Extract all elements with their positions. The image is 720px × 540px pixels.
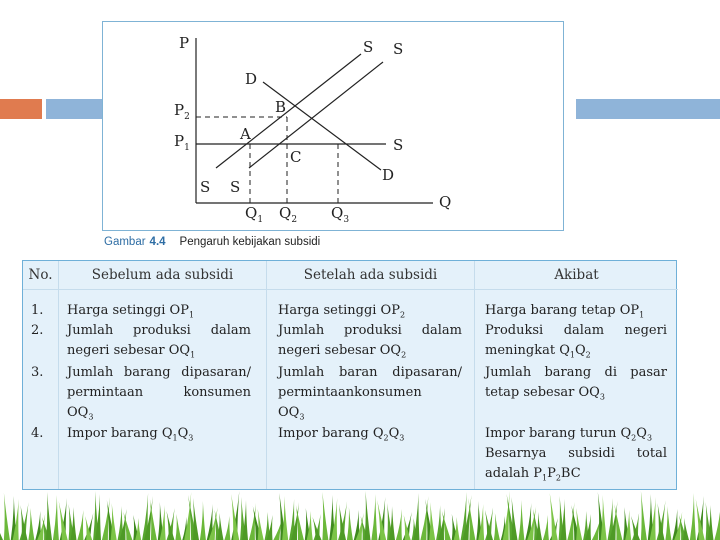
price-label-p1: $P_1$ (174, 132, 190, 153)
grass-blade (175, 514, 181, 540)
supply-label-bottom-1: S (200, 178, 211, 196)
point-label-b: B (275, 98, 287, 116)
grass-blade (4, 493, 10, 540)
grass-blade (518, 500, 524, 540)
accent-bar-orange (0, 99, 42, 119)
demand-label-top: D (245, 70, 258, 88)
table-cell-line: Produksi dalam negeri (485, 323, 667, 338)
table-cell-line: Jumlah produksi dalam (278, 323, 462, 338)
grass-blade (258, 509, 264, 540)
grass-blade (550, 493, 558, 540)
table-cell-line: Jumlah barang dipasaran/ (67, 365, 251, 380)
table-cell-line: adalah $P_1P_2BC$ (485, 466, 581, 483)
grass-blade (485, 510, 493, 540)
quantity-label-q1: $Q_1$ (245, 204, 264, 225)
table-cell-line: Besarnya subsidi total (485, 446, 667, 461)
grass-blade (468, 498, 475, 540)
table-cell-line: permintaan konsumen (67, 385, 251, 400)
table-cell-line: $OQ_3$ (67, 405, 94, 422)
grass-decoration (0, 488, 720, 540)
grass-blade (77, 510, 83, 540)
grass-blade (377, 500, 386, 540)
supply-curve-before (216, 54, 361, 168)
table-cell-line: Impor barang $Q_1Q_3$ (67, 426, 194, 443)
table-cell-line: Harga barang tetap $OP_1$ (485, 303, 645, 320)
accent-bar-blue-left (46, 99, 102, 119)
row-number-1: 1. (31, 303, 44, 318)
grass-blade (567, 502, 574, 540)
subsidy-diagram (102, 21, 564, 231)
grass-blade (224, 516, 230, 540)
grass-blade (536, 512, 542, 540)
table-cell-line: meningkat $Q_1Q_2$ (485, 343, 591, 360)
demand-curve (263, 82, 381, 170)
grass-blade (696, 499, 705, 540)
caption-text: Pengaruh kebijakan subsidi (179, 236, 321, 248)
grass-blade (322, 492, 328, 540)
table-cell-line: Jumlah baran dipasaran/ (278, 365, 462, 380)
table-cell-line: Impor barang turun $Q_2Q_3$ (485, 426, 653, 443)
grass-blade (313, 517, 322, 540)
grass-blade (641, 491, 647, 540)
grass-blade (150, 499, 157, 540)
grass-blade (714, 508, 720, 540)
header-effect: Akibat (475, 261, 678, 290)
grass-blade (59, 501, 68, 540)
header-no: No. (23, 261, 58, 290)
point-label-c: C (290, 148, 302, 166)
grass-blade (683, 518, 689, 540)
header-after-subsidy: Setelah ada subsidi (267, 261, 474, 290)
grass-blade (576, 508, 582, 540)
grass-blade (347, 507, 353, 540)
table-cell-line: Harga setinggi $OP_1$ (67, 303, 195, 320)
row-number-2: 2. (31, 323, 44, 338)
grass-blade (665, 506, 671, 540)
quantity-label-q2: $Q_2$ (279, 204, 298, 225)
caption-number: 4.4 (149, 236, 166, 248)
header-before-subsidy: Sebelum ada subsidi (59, 261, 266, 290)
grass-blade (28, 508, 34, 540)
column-divider (266, 261, 267, 489)
grass-blade (512, 497, 518, 540)
column-divider (474, 261, 475, 489)
grass-blade (53, 495, 59, 540)
table-cell-line: Harga setinggi $OP_2$ (278, 303, 406, 320)
price-axis-label: P (179, 34, 190, 52)
grass-blade (46, 492, 52, 540)
column-divider (58, 261, 59, 489)
grass-blade (601, 495, 607, 540)
price-label-p2: $P_2$ (174, 101, 190, 122)
table-cell-line: $OQ_3$ (278, 405, 305, 422)
table-cell-line: Impor barang $Q_2Q_3$ (278, 426, 405, 443)
grass-blade (631, 516, 640, 540)
grass-blade (396, 509, 402, 540)
grass-blade (365, 491, 371, 540)
grass-blade (193, 498, 199, 540)
table-cell-line: negeri sebesar $OQ_1$ (67, 343, 196, 360)
point-label-a: A (240, 125, 251, 143)
comparison-table (22, 260, 677, 490)
grass-blade (0, 518, 3, 540)
grass-blade (371, 494, 377, 540)
demand-label-bottom: D (382, 166, 395, 184)
grass-blade (282, 496, 288, 540)
table-cell-line: Jumlah barang di pasar (485, 365, 667, 380)
grass-blade (218, 513, 224, 540)
row-number-4: 4. (31, 426, 44, 441)
supply-label-top-2: S (393, 40, 404, 58)
supply-label-bottom-2: S (230, 178, 241, 196)
quantity-axis-label: Q (439, 193, 452, 211)
grass-blade (200, 501, 206, 540)
caption-label: Gambar (104, 236, 146, 248)
grass-blade (494, 513, 500, 540)
figure-caption (104, 236, 320, 248)
quantity-label-q3: $Q_3$ (331, 204, 350, 225)
supply-curve-after (249, 62, 383, 168)
grass-blade (543, 515, 549, 540)
table-cell-line: negeri sebesar $OQ_2$ (278, 343, 407, 360)
grass-blade (231, 494, 239, 540)
grass-blade (111, 503, 117, 540)
table-cell-line: permintaankonsumen (278, 385, 422, 400)
supply-label-world: S (393, 136, 404, 154)
grass-blade (249, 503, 256, 540)
row-number-3: 3. (31, 365, 44, 380)
accent-bar-blue-right (576, 99, 720, 119)
grass-blade (690, 493, 696, 540)
table-cell-line: tetap sebesar $OQ_3$ (485, 385, 605, 402)
table-cell-line: Jumlah produksi dalam (67, 323, 251, 338)
supply-label-top-1: S (363, 38, 374, 56)
grass-blade (429, 502, 435, 540)
diagram-svg (103, 22, 563, 230)
